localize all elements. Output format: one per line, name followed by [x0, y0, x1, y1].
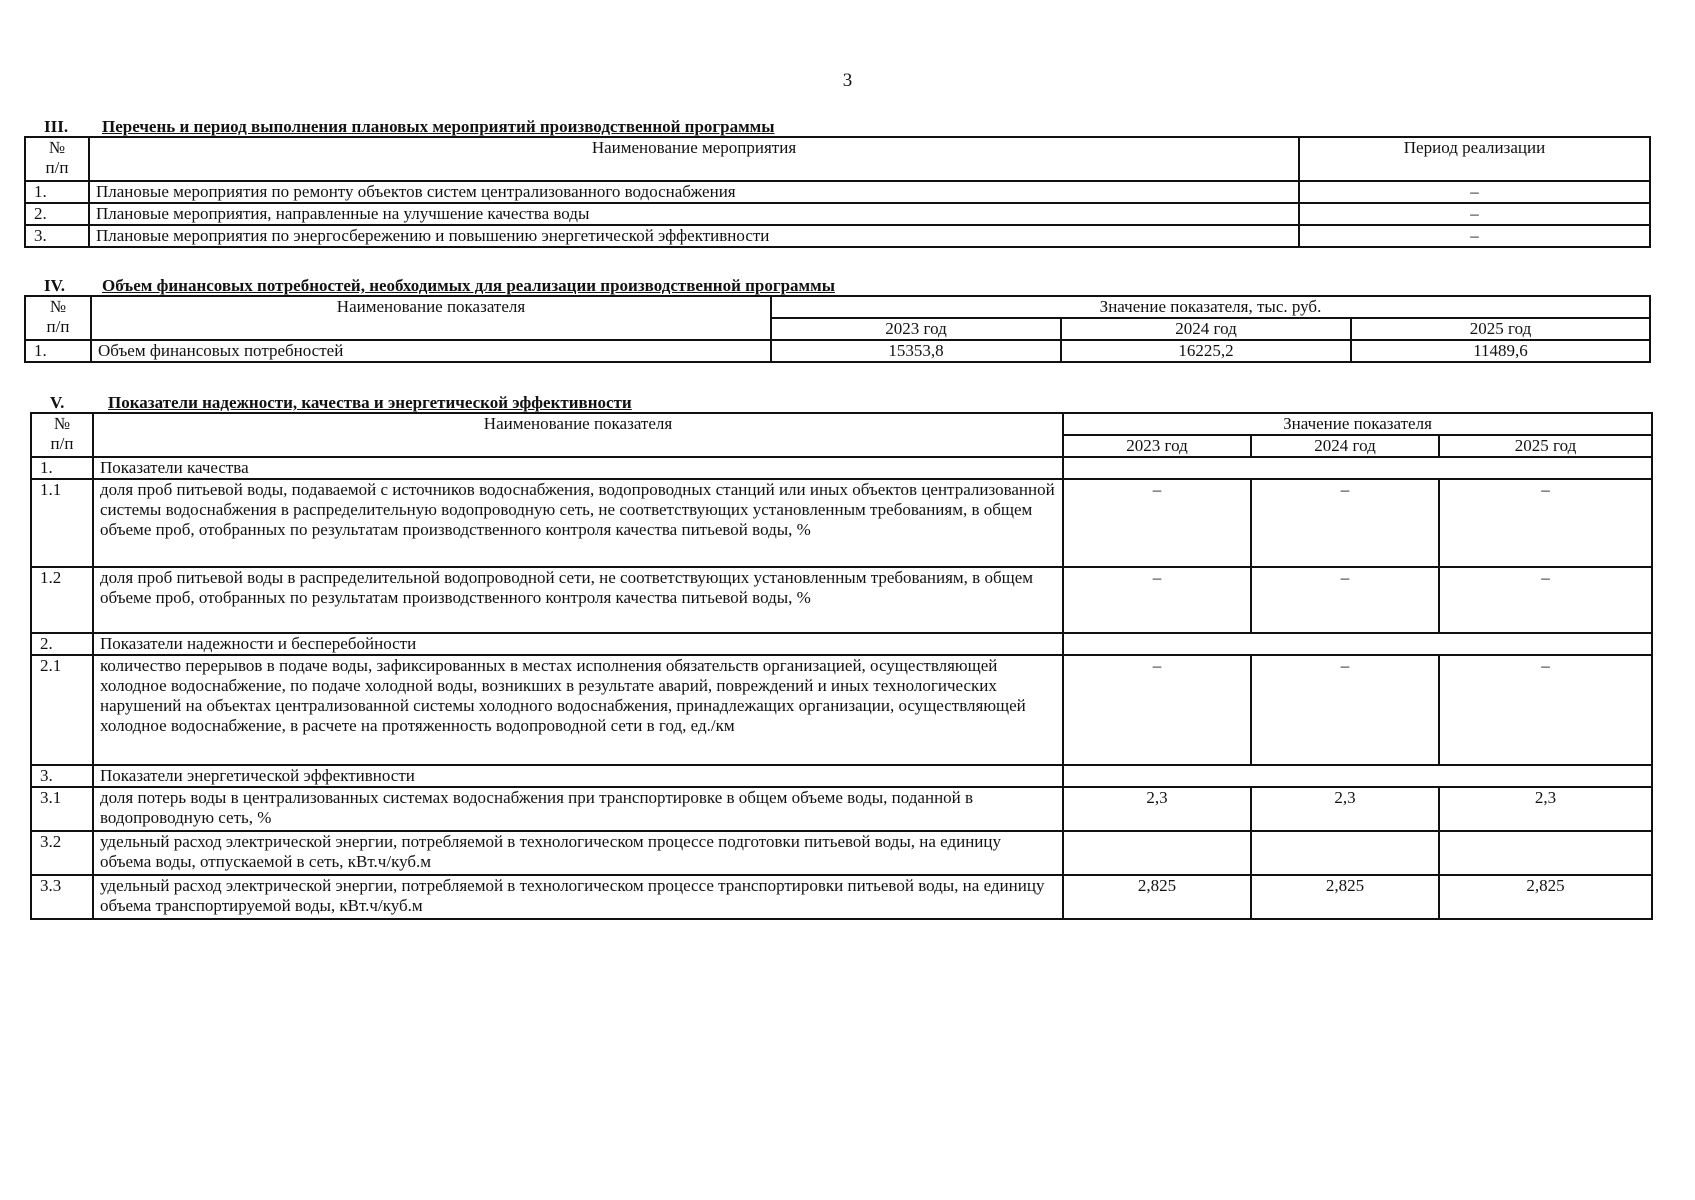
- row-name: удельный расход электрической энергии, потребляемой в технологическом процессе подготовки питьевой воды, на единицу объема воды, отпускаемой в сеть, кВт.ч/куб.м: [93, 831, 1063, 875]
- row-name: Плановые мероприятия, направленные на улучшение качества воды: [89, 203, 1299, 225]
- section-5-num-header: № п/п: [31, 413, 93, 457]
- section-3-header-row: [25, 137, 1650, 181]
- value-2023: [1063, 831, 1251, 875]
- row-number: 3.: [31, 765, 93, 787]
- row-number: 1.: [25, 340, 91, 362]
- section-4: [24, 277, 1649, 363]
- table-row: [31, 479, 1652, 567]
- row-period: –: [1299, 203, 1650, 225]
- value-2025: 2,825: [1439, 875, 1652, 919]
- value-2025: –: [1439, 479, 1652, 567]
- section-4-value-header: Значение показателя, тыс. руб.: [771, 296, 1650, 318]
- row-name: Показатели качества: [93, 457, 1063, 479]
- section-4-heading: [24, 277, 1649, 295]
- table-row: [31, 567, 1652, 633]
- value-2023: –: [1063, 655, 1251, 765]
- value-2023: 2,3: [1063, 787, 1251, 831]
- section-3-table: [24, 136, 1651, 248]
- row-number: 3.2: [31, 831, 93, 875]
- table-row: [25, 203, 1650, 225]
- row-period: –: [1299, 181, 1650, 203]
- empty-values: [1063, 633, 1652, 655]
- section-3-period-header: Период реализации: [1299, 137, 1650, 181]
- year-header: 2023 год: [771, 318, 1061, 340]
- value-2024: –: [1251, 655, 1439, 765]
- row-name: количество перерывов в подаче воды, зафиксированных в местах исполнения обязательств организацией, осуществляющей холодное водоснабжение, по подаче холодной воды, возникших в результате аварий, повреждений и иных технологических нарушений на объектах централизованной системы холодного водоснабжения, принадлежащих организации, осуществляющей холодное водоснабжение, в расчете на протяженность водопроводной сети в год, ед./км: [93, 655, 1063, 765]
- section-5-heading: [30, 394, 1651, 412]
- row-number: 1.2: [31, 567, 93, 633]
- table-row: [31, 787, 1652, 831]
- row-number: 3.: [25, 225, 89, 247]
- section-5-title: Показатели надежности, качества и энергетической эффективности: [108, 393, 632, 412]
- value-2025: [1439, 831, 1652, 875]
- value-2024: –: [1251, 567, 1439, 633]
- value-2025: –: [1439, 567, 1652, 633]
- section-5-value-header: Значение показателя: [1063, 413, 1652, 435]
- row-number: 2.1: [31, 655, 93, 765]
- section-3-name-header: Наименование мероприятия: [89, 137, 1299, 181]
- row-number: 1.: [31, 457, 93, 479]
- value-2024: 16225,2: [1061, 340, 1351, 362]
- value-2023: –: [1063, 479, 1251, 567]
- table-row: [25, 225, 1650, 247]
- year-header: 2025 год: [1351, 318, 1650, 340]
- table-row: [31, 655, 1652, 765]
- row-name: Показатели энергетической эффективности: [93, 765, 1063, 787]
- row-name: Объем финансовых потребностей: [91, 340, 771, 362]
- row-name: доля потерь воды в централизованных системах водоснабжения при транспортировке в общем объеме воды, поданной в водопроводную сеть, %: [93, 787, 1063, 831]
- section-4-num-header: № п/п: [25, 296, 91, 340]
- row-number: 3.3: [31, 875, 93, 919]
- value-2024: 2,3: [1251, 787, 1439, 831]
- row-period: –: [1299, 225, 1650, 247]
- section-5: [30, 394, 1651, 920]
- year-header: 2023 год: [1063, 435, 1251, 457]
- row-number: 1.: [25, 181, 89, 203]
- section-3-num-header: № п/п: [25, 137, 89, 181]
- section-5-table: [30, 412, 1653, 920]
- section-4-roman: IV.: [44, 276, 65, 295]
- value-2024: –: [1251, 479, 1439, 567]
- value-2025: 11489,6: [1351, 340, 1650, 362]
- section-4-header-row: [25, 296, 1650, 318]
- row-name: доля проб питьевой воды, подаваемой с источников водоснабжения, водопроводных станций или иных объектов централизованной системы водоснабжения в распределительную водопроводную сеть, не соответствующих установленным требованиям, в общем объеме проб, отобранных по результатам производственного контроля качества питьевой воды, %: [93, 479, 1063, 567]
- row-name: Плановые мероприятия по ремонту объектов систем централизованного водоснабжения: [89, 181, 1299, 203]
- row-name: Показатели надежности и бесперебойности: [93, 633, 1063, 655]
- empty-values: [1063, 457, 1652, 479]
- value-2024: 2,825: [1251, 875, 1439, 919]
- table-row: [31, 875, 1652, 919]
- section-4-name-header: Наименование показателя: [91, 296, 771, 340]
- row-name: доля проб питьевой воды в распределительной водопроводной сети, не соответствующих установленным требованиям, в общем объеме проб, отобранных по результатам производственного контроля качества питьевой воды, %: [93, 567, 1063, 633]
- year-header: 2024 год: [1061, 318, 1351, 340]
- section-3-roman: III.: [44, 117, 69, 136]
- row-name: удельный расход электрической энергии, потребляемой в технологическом процессе транспортировки питьевой воды, на единицу объема транспортируемой воды, кВт.ч/куб.м: [93, 875, 1063, 919]
- section-3: [24, 118, 1649, 248]
- value-2023: –: [1063, 567, 1251, 633]
- row-number: 3.1: [31, 787, 93, 831]
- table-row: [31, 633, 1652, 655]
- table-row: [25, 181, 1650, 203]
- value-2023: 2,825: [1063, 875, 1251, 919]
- section-5-roman: V.: [50, 393, 65, 412]
- row-number: 1.1: [31, 479, 93, 567]
- year-header: 2024 год: [1251, 435, 1439, 457]
- section-5-header-row: [31, 413, 1652, 435]
- value-2025: 2,3: [1439, 787, 1652, 831]
- section-5-name-header: Наименование показателя: [93, 413, 1063, 457]
- row-name: Плановые мероприятия по энергосбережению и повышению энергетической эффективности: [89, 225, 1299, 247]
- empty-values: [1063, 765, 1652, 787]
- table-row: [31, 457, 1652, 479]
- row-number: 2.: [25, 203, 89, 225]
- table-row: [31, 831, 1652, 875]
- section-4-title: Объем финансовых потребностей, необходимых для реализации производственной программы: [102, 276, 835, 295]
- table-row: [31, 765, 1652, 787]
- year-header: 2025 год: [1439, 435, 1652, 457]
- section-4-table: [24, 295, 1651, 363]
- page-number: 3: [842, 70, 853, 91]
- value-2025: –: [1439, 655, 1652, 765]
- section-3-heading: [24, 118, 1649, 136]
- row-number: 2.: [31, 633, 93, 655]
- value-2023: 15353,8: [771, 340, 1061, 362]
- table-row: [25, 340, 1650, 362]
- value-2024: [1251, 831, 1439, 875]
- section-3-title: Перечень и период выполнения плановых мероприятий производственной программы: [102, 117, 775, 136]
